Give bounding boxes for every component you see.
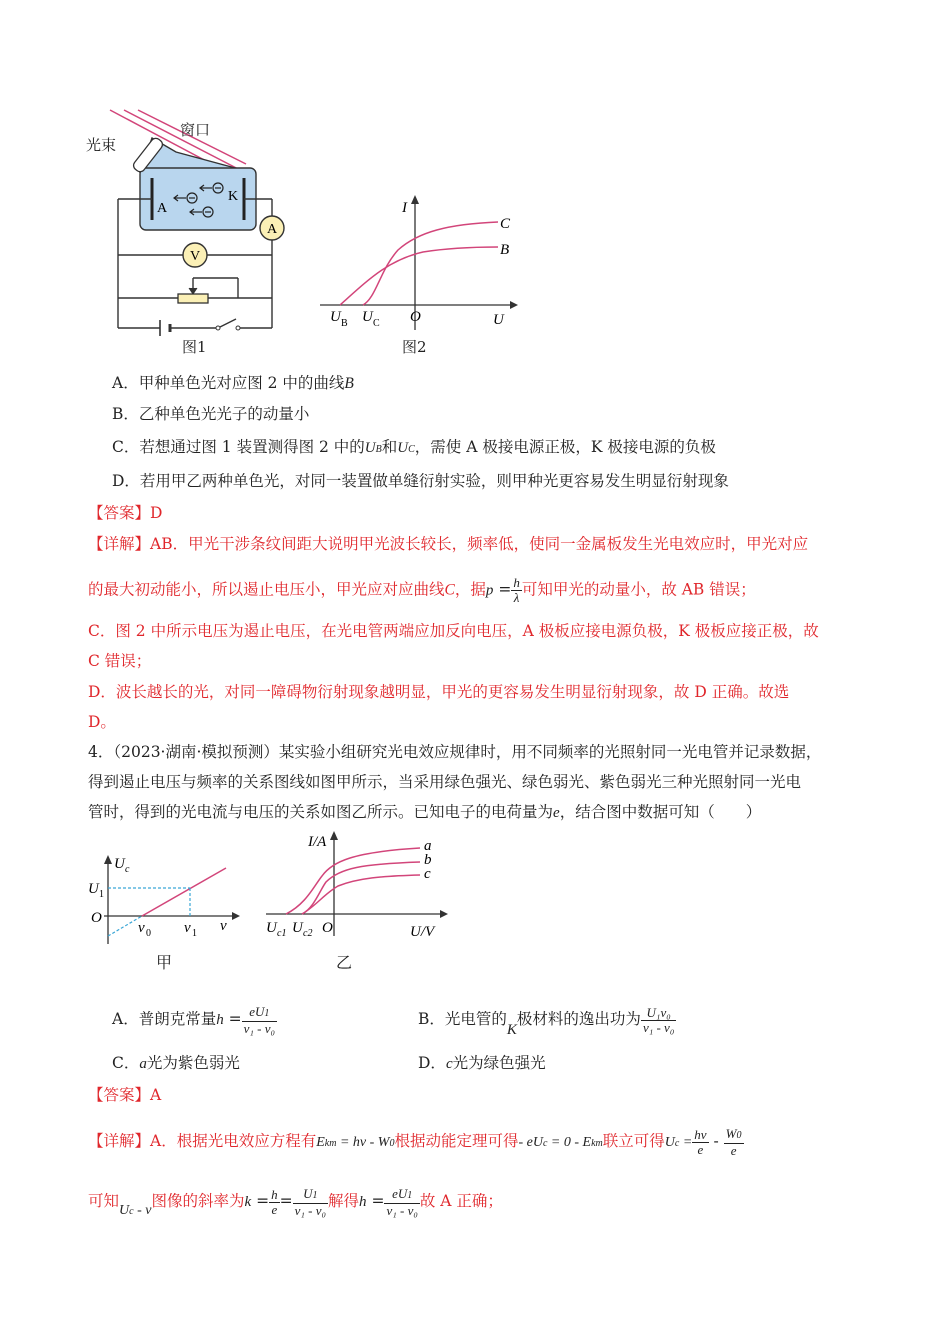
q3-answer: 【答案】D: [88, 504, 163, 522]
fig1-caption: 图1: [182, 338, 207, 356]
yi-uc1-sub: c1: [277, 928, 287, 939]
q3-option-a: A．甲种单色光对应图 2 中的曲线B: [112, 374, 354, 392]
jia-u1-label: U: [88, 881, 99, 897]
curve-b-label: B: [500, 242, 510, 258]
uc-sub: C: [373, 318, 380, 329]
q3-option-d: D．若用甲乙两种单色光，对同一装置做单缝衍射实验，则甲种光更容易发生明显衍射现象: [112, 472, 729, 490]
cathode-label: K: [228, 189, 239, 204]
uc-label: U: [362, 309, 373, 325]
q3-detail-5: D．波长越长的光，对同一障碍物衍射现象越明显，甲光的更容易发生明显衍射现象，故 D 正确。故选: [88, 683, 790, 701]
yi-curve-b-label: b: [424, 852, 432, 868]
q4-stem-2: 得到遏止电压与频率的关系图线如图甲所示，当采用绿色强光、绿色弱光、紫色弱光三种光照射同一光电: [88, 773, 802, 791]
i-axis-label: I: [402, 200, 407, 216]
yi-uc2-label: U: [292, 920, 303, 936]
jia-uc-label: U: [114, 856, 125, 872]
ammeter-label: A: [267, 222, 278, 237]
jia-caption: 甲: [156, 953, 173, 972]
curve-c: [302, 875, 420, 914]
q4-stem-1: 4．（2023·湖南·模拟预测）某实验小组研究光电效应规律时，用不同频率的光照射同一光电管并记录数据，: [88, 743, 822, 761]
q4-detail-2: 可知Uc - ν图像的斜率为k = $\frac{h}{e}$ = $\frac{U1}{\text{ν₁ - ν₀}}$ 解得h = $\frac{eU1}{\text{ν₁ - ν₀}}$ 故 A 正确；: [88, 1185, 503, 1218]
voltmeter-label: V: [190, 249, 201, 264]
anode-label: A: [157, 201, 168, 216]
q4-option-c: C．a光为紫色弱光: [112, 1054, 240, 1072]
curve-b: [302, 862, 420, 914]
yi-curve-c-label: c: [424, 866, 431, 882]
jia-nu1-sub: 1: [192, 928, 197, 939]
q3-detail-2: 的最大初动能小，所以遏止电压小，甲光应对应曲线C，据p = $\frac{h}{\lambda}$ 可知甲光的动量小，故 AB 错误；: [88, 575, 756, 605]
figure-jia-graph: [86, 852, 246, 952]
phototube: [140, 168, 256, 230]
figure-2-graph: [318, 190, 518, 335]
curve-b: [340, 247, 498, 305]
yi-i-axis-label: I/A: [308, 834, 327, 850]
curve-c-label: C: [500, 216, 511, 232]
jia-nu1-label: ν: [184, 920, 191, 936]
window-label: 窗口: [180, 121, 211, 139]
jia-nu-axis: ν: [220, 918, 227, 934]
yi-caption: 乙: [336, 953, 353, 972]
q3-option-b: B．乙种单色光光子的动量小: [112, 405, 310, 423]
jia-u1-sub: 1: [99, 889, 104, 900]
q3-detail-4: C 错误；: [88, 652, 152, 670]
q3-detail-3: C．图 2 中所示电压为遏止电压，在光电管两端应加反向电压，A 极板应接电源负极，K 极板应接正极，故: [88, 622, 819, 640]
q4-detail-1: 【详解】A．根据光电效应方程有Ekm = hν - W0根据动能定理可得- eUc = 0 - Ekm联立可得Uc = $\frac{h\nu}{e}$ - $\frac{W0}{e}$: [88, 1125, 742, 1158]
jia-origin: O: [91, 910, 102, 926]
yi-u-axis-label: U/V: [410, 924, 435, 940]
ub-sub: B: [341, 318, 348, 329]
light-beam-label: 光束: [86, 136, 117, 154]
curve-c: [363, 222, 498, 305]
ub-label: U: [330, 309, 341, 325]
yi-uc1-label: U: [266, 920, 277, 936]
fig2-caption: 图2: [402, 338, 427, 356]
q3-detail-6: D。: [88, 713, 116, 731]
figure-yi-graph: [262, 826, 452, 944]
u-axis-label: U: [493, 312, 504, 328]
yi-origin: O: [322, 920, 333, 936]
uc-nu-line: [142, 868, 226, 916]
rheostat: [178, 294, 208, 303]
q4-option-b: B．光电管的K极材料的逸出功为 $\frac{\text{U₁ν₀}}{\text{ν₁ - ν₀}}$: [418, 1004, 675, 1038]
jia-uc-sub: c: [125, 864, 130, 875]
yi-curve-a-label: a: [424, 838, 432, 854]
q4-stem-3: 管时，得到的光电流与电压的关系如图乙所示。已知电子的电荷量为e，结合图中数据可知（ ）: [88, 803, 762, 821]
q3-option-c: C．若想通过图 1 装置测得图 2 中的UB和UC，需使 A 极接电源正极，K 极接电源的负极: [112, 438, 716, 456]
q4-option-a: A．普朗克常量h = $\frac{eU1}{\text{ν₁ - ν₀}}$: [112, 1003, 276, 1036]
extrapolated-line: [108, 916, 142, 936]
origin-label: O: [410, 309, 421, 325]
jia-nu0-sub: 0: [146, 928, 151, 939]
yi-uc2-sub: c2: [303, 928, 313, 939]
q3-detail-1: 【详解】AB．甲光干涉条纹间距大说明甲光波长较长，频率低，使同一金属板发生光电效应时，甲光对应: [88, 535, 809, 553]
q4-option-d: D．c光为绿色强光: [418, 1054, 546, 1072]
q4-answer: 【答案】A: [88, 1086, 162, 1104]
jia-nu0-label: ν: [138, 920, 145, 936]
